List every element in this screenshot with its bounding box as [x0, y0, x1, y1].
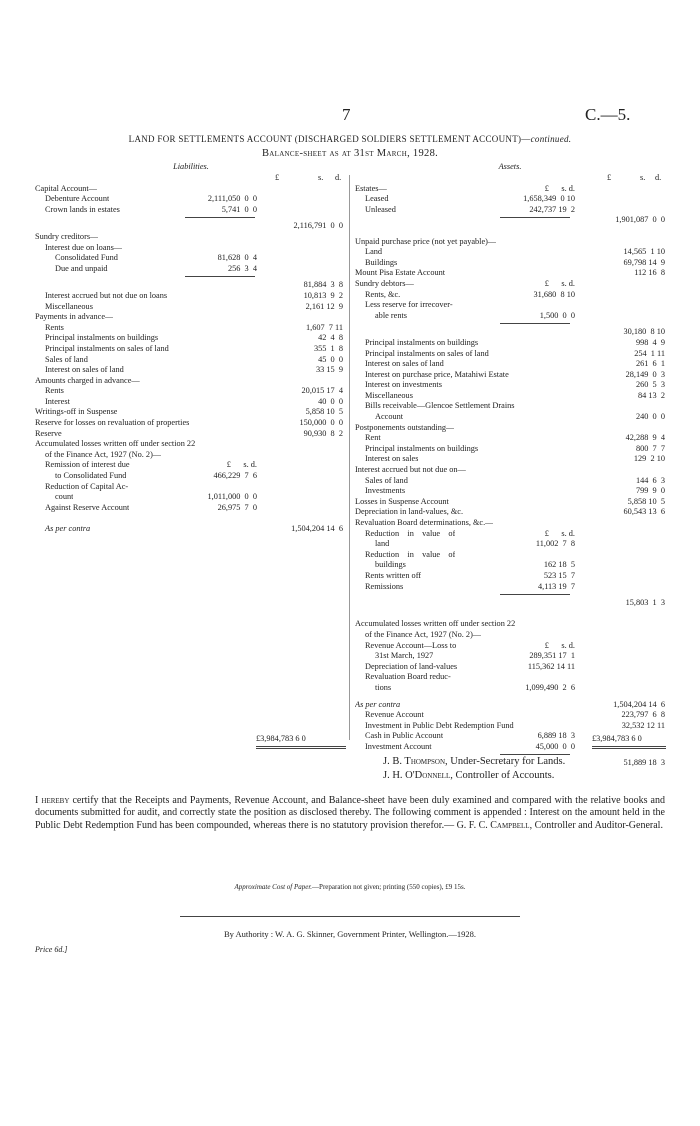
line-label: Reduction in value of: [365, 528, 456, 538]
amount: 112 16 8: [634, 268, 665, 278]
amount: 261 6 1: [635, 359, 665, 369]
line-label: Unpaid purchase price (not yet payable)—: [355, 236, 497, 246]
line-label: land: [375, 539, 390, 549]
ledger-row: [355, 268, 665, 279]
line-label: Miscellaneous: [365, 390, 413, 400]
line-label: Due and unpaid: [55, 263, 108, 273]
amount: 42 4 8: [318, 333, 343, 343]
rule-line: [500, 594, 570, 595]
currency-header: [355, 173, 665, 184]
balance-sheet-subtitle: Balance-sheet as at 31st March, 1928.: [261, 148, 439, 159]
ledger-row: [35, 524, 347, 535]
line-label: Rents: [45, 322, 64, 332]
line-label: As per contra: [355, 699, 401, 709]
line-label: Estates—: [355, 183, 387, 193]
line-label: Revenue Account: [365, 710, 424, 720]
inner-amount: 1,011,000 0 0: [207, 492, 257, 502]
ledger-row: [355, 721, 665, 732]
signatory-name: J. H. O'Donnell: [383, 770, 451, 781]
ledger-row: [35, 365, 347, 376]
line-label: Investments: [365, 486, 406, 496]
ledger-row: [35, 323, 347, 334]
inner-amount: 115,362 14 11: [527, 661, 575, 671]
line-label: Interest due on loans—: [45, 242, 123, 252]
column-divider: [349, 175, 350, 740]
amount: 240 0 0: [635, 412, 665, 422]
line-label: Amounts charged in advance—: [35, 375, 140, 385]
ledger-row: [355, 205, 665, 216]
price-note: Price 6d.]: [35, 945, 68, 954]
line-label: Reserve: [35, 428, 62, 438]
ledger-row: [355, 465, 665, 476]
signature-thompson: [383, 756, 565, 767]
inner-amount: 1,099,490 2 6: [525, 682, 575, 692]
amount: 129 2 10: [633, 454, 665, 464]
ledger-row: [35, 312, 347, 323]
ledger-row: [355, 380, 665, 391]
inner-amount: 2,111,050 0 0: [207, 194, 257, 204]
ledger-row: [35, 513, 347, 524]
rule-line: [500, 217, 570, 218]
line-label: of the Finance Act, 1927 (No. 2)—: [45, 449, 162, 459]
printer-authority: By Authority : W. A. G. Skinner, Government Printer, Wellington.—1928.: [223, 929, 477, 939]
amount: 81,884 3 8: [303, 280, 343, 290]
line-label: Interest on sales of land: [45, 365, 124, 375]
amount: 5,858 10 5: [627, 496, 665, 506]
line-label: Principal instalments on buildings: [365, 443, 479, 453]
ledger-row: [35, 492, 347, 503]
amount: 90,930 8 2: [303, 428, 343, 438]
ledger-row: [355, 683, 665, 694]
inner-amount: 242,737 19 2: [529, 204, 575, 214]
ledger-row: [355, 338, 665, 349]
line-label: Debenture Account: [45, 194, 110, 204]
line-label: Losses in Suspense Account: [355, 496, 449, 506]
line-label: Remissions: [365, 581, 404, 591]
line-label: Interest on sales: [365, 454, 419, 464]
inner-amount: 162 18 5: [543, 560, 575, 570]
ledger-row: [355, 700, 665, 711]
amount: 33 15 9: [316, 365, 343, 375]
ledger-row: [35, 503, 347, 514]
line-label: Sundry debtors—: [355, 278, 414, 288]
ledger-row: [355, 476, 665, 487]
line-label: Mount Pisa Estate Account: [355, 268, 446, 278]
ledger-row: [355, 237, 665, 248]
line-label: Reduction of Capital Ac-: [45, 481, 129, 491]
certificate-tail: , Controller and Auditor-General.: [529, 819, 663, 831]
inner-amount: 289,351 17 1: [529, 651, 575, 661]
line-label: Cash in Public Account: [365, 731, 444, 741]
signatory-title: , Under-Secretary for Lands.: [445, 756, 566, 767]
ledger-row: [355, 609, 665, 620]
amount: 28,149 0 3: [625, 369, 665, 379]
line-label: Accumulated losses written off under section 22: [355, 619, 516, 629]
line-label: Reserve for losses on revaluation of properties: [35, 418, 190, 428]
ledger-row: [355, 619, 665, 630]
ledger-row: [355, 630, 665, 641]
line-label: Accumulated losses written off under section 22: [35, 439, 196, 449]
liabilities-heading: Liabilities.: [173, 162, 209, 171]
line-label: Interest on purchase price, Matahiwi Estate: [365, 369, 509, 379]
certificate-signer: Campbell: [490, 819, 530, 831]
ledger-row: [355, 529, 665, 540]
amount: 20,015 17 4: [301, 386, 343, 396]
amount: 1,504,204 14 6: [613, 699, 665, 709]
line-label: Interest accrued but not due on—: [355, 465, 466, 475]
inner-amount: £ s. d.: [544, 183, 575, 193]
amount: 51,889 18 3: [623, 758, 665, 768]
amount: 14,565 1 10: [623, 247, 665, 257]
line-label: Depreciation in land-values, &c.: [355, 507, 464, 517]
cost-text: —Preparation not given; printing (550 copies), £9 15s.: [312, 883, 466, 891]
amount: 1,607 7 11: [305, 322, 343, 332]
amount: 1,901,087 0 0: [615, 215, 665, 225]
ledger-row: [355, 247, 665, 258]
ledger-row: [35, 221, 347, 232]
inner-amount: 5,741 0 0: [221, 204, 257, 214]
rule-line: [185, 217, 255, 218]
ledger-row: [355, 279, 665, 290]
amount: 42,288 9 4: [625, 433, 665, 443]
line-label: Principal instalments on buildings: [365, 337, 479, 347]
cost-label: Approximate Cost of Paper.: [234, 883, 313, 891]
line-label: Writings-off in Suspense: [35, 407, 118, 417]
line-label: Bills receivable—Glencoe Settlement Drains: [365, 401, 515, 411]
line-label: Payments in advance—: [35, 312, 114, 322]
amount: 10,813 9 2: [303, 290, 343, 300]
inner-amount: 1,500 0 0: [539, 310, 575, 320]
line-label: Interest accrued but not due on loans: [45, 290, 168, 300]
assets-total-rule: [592, 746, 666, 749]
line-label: Rents: [45, 386, 64, 396]
currency-pound-header: £: [607, 173, 612, 182]
currency-header: [35, 173, 347, 184]
page-number: 7: [342, 105, 351, 124]
certificate-body: certify that the Receipts and Payments, Revenue Account, and Balance-sheet have been duly examined and compared with the relative books and documents submitted for audit, and correctly state the position as disclosed thereby. The following comment is appended : Interest on the amount held in the Public Debt Redemption Fund has been compounded, whereas there is no statutory provision therefor.— G. F. C.: [35, 795, 665, 831]
document-title: [0, 134, 700, 144]
ledger-row: [35, 205, 347, 216]
signatory-title: , Controller of Accounts.: [450, 770, 555, 781]
line-label: Sales of land: [45, 354, 88, 364]
inner-amount: 6,889 18 3: [537, 731, 575, 741]
ledger-row: [355, 651, 665, 662]
liabilities-column: [35, 162, 347, 535]
ledger-row: [355, 539, 665, 550]
ledger-row: [355, 497, 665, 508]
ledger-row: [35, 184, 347, 195]
ledger-row: [355, 550, 665, 561]
line-label: Against Reserve Account: [45, 502, 130, 512]
line-label: Remission of interest due: [45, 460, 130, 470]
ledger-row: [355, 507, 665, 518]
inner-amount: 11,002 7 8: [535, 539, 575, 549]
ledger-row: [355, 290, 665, 301]
line-label: Revenue Account—Loss to: [365, 640, 457, 650]
amount: 800 7 7: [635, 443, 665, 453]
footer-divider: [180, 916, 520, 917]
line-label: Leased: [365, 194, 389, 204]
ledger-row: [35, 397, 347, 408]
line-label: Sundry creditors—: [35, 231, 99, 241]
certificate-lead: I hereby: [35, 795, 70, 806]
inner-amount: 466,229 7 6: [213, 471, 257, 481]
ledger-row: [355, 370, 665, 381]
rule-line: [185, 276, 255, 277]
title-main: LAND FOR SETTLEMENTS ACCOUNT (DISCHARGED SOLDIERS SETTLEMENT ACCOUNT)—: [128, 134, 531, 144]
ledger-row: [35, 450, 347, 461]
ledger-row: [355, 486, 665, 497]
ledger-row: [35, 460, 347, 471]
ledger-row: [355, 444, 665, 455]
assets-heading: Assets.: [498, 162, 522, 171]
ledger-row: [355, 412, 665, 423]
amount: 2,161 12 9: [305, 301, 343, 311]
ledger-row: [35, 291, 347, 302]
ledger-row: [35, 264, 347, 275]
line-label: Principal instalments on sales of land: [365, 348, 489, 358]
inner-amount: £ s. d.: [226, 460, 257, 470]
line-label: Land: [365, 247, 383, 257]
ledger-row: [35, 302, 347, 313]
inner-amount: £ s. d.: [544, 528, 575, 538]
line-label: Revaluation Board determinations, &c.—: [355, 518, 494, 527]
ledger-row: [35, 418, 347, 429]
ledger-row: [355, 571, 665, 582]
line-label: Miscellaneous: [45, 301, 93, 311]
currency-shilling-header: s.: [640, 173, 646, 182]
ledger-row: [355, 226, 665, 237]
amount: 223,797 6 8: [621, 710, 665, 720]
ledger-row: [355, 598, 665, 609]
line-label: of the Finance Act, 1927 (No. 2)—: [365, 629, 482, 639]
line-label: to Consolidated Fund: [55, 471, 127, 481]
amount: 40 0 0: [318, 396, 343, 406]
ledger-row: [355, 423, 665, 434]
line-label: count: [55, 492, 74, 502]
inner-amount: £ s. d.: [544, 640, 575, 650]
currency-pence-header: d.: [335, 173, 342, 182]
ledger-row: [355, 710, 665, 721]
ledger-row: [355, 359, 665, 370]
ledger-row: [355, 194, 665, 205]
ledger-row: [35, 407, 347, 418]
ledger-row: [35, 386, 347, 397]
ledger-row: [355, 258, 665, 269]
ledger-row: [35, 471, 347, 482]
amount: 30,180 8 10: [623, 327, 665, 337]
line-label: Revaluation Board reduc-: [365, 672, 451, 682]
ledger-row: [35, 429, 347, 440]
ledger-row: [355, 560, 665, 571]
line-label: Account: [375, 412, 404, 422]
title-continued: continued.: [530, 134, 572, 144]
ledger-row: [35, 344, 347, 355]
ledger-row: [35, 280, 347, 291]
line-label: Interest: [45, 396, 70, 406]
inner-amount: 26,975 7 0: [217, 502, 257, 512]
line-label: As per contra: [45, 524, 91, 533]
line-label: Crown lands in estates: [45, 204, 120, 214]
amount: 1,504,204 14 6: [291, 524, 343, 533]
line-label: Reduction in value of: [365, 549, 456, 559]
ledger-row: [355, 662, 665, 673]
line-label: Investment Account: [365, 741, 432, 751]
line-label: Rents written off: [365, 570, 422, 580]
line-label: 31st March, 1927: [375, 651, 434, 661]
ledger-row: [355, 582, 665, 593]
ledger-row: [35, 355, 347, 366]
amount: 84 13 2: [638, 390, 665, 400]
ledger-row: [355, 300, 665, 311]
inner-amount: 523 15 7: [543, 570, 575, 580]
ledger-row: [355, 641, 665, 652]
line-label: Interest on investments: [365, 380, 442, 390]
amount: 69,798 14 9: [623, 257, 665, 267]
line-label: Rent: [365, 433, 381, 443]
ledger-row: [35, 243, 347, 254]
line-label: Consolidated Fund: [55, 253, 118, 263]
ledger-row: [355, 401, 665, 412]
ledger-row: [355, 184, 665, 195]
line-label: Depreciation of land-values: [365, 661, 458, 671]
amount: 144 6 3: [635, 475, 665, 485]
amount: 799 9 0: [635, 486, 665, 496]
amount: 60,543 13 6: [623, 507, 665, 517]
amount: 260 5 3: [635, 380, 665, 390]
amount: 32,532 12 11: [621, 720, 665, 730]
amount: 5,858 10 5: [305, 407, 343, 417]
line-label: Principal instalments on sales of land: [45, 343, 169, 353]
inner-amount: 4,113 19 7: [537, 581, 575, 591]
amount: 2,116,791 0 0: [293, 221, 343, 231]
inner-amount: 256 3 4: [227, 263, 257, 273]
ledger-row: [35, 232, 347, 243]
ledger-row: [35, 482, 347, 493]
amount: 998 4 9: [635, 337, 665, 347]
ledger-row: [355, 454, 665, 465]
inner-amount: £ s. d.: [544, 278, 575, 288]
ledger-row: [35, 333, 347, 344]
line-label: Interest on sales of land: [365, 359, 444, 369]
currency-shilling-header: s.: [318, 173, 324, 182]
page-reference: C.—5.: [585, 105, 631, 124]
inner-amount: 31,680 8 10: [533, 289, 575, 299]
line-label: Less reserve for irrecover-: [365, 300, 453, 310]
inner-amount: 45,000 0 0: [535, 741, 575, 751]
signatory-name: J. B. Thompson: [383, 756, 446, 767]
line-label: Sales of land: [365, 475, 408, 485]
rule-line: [500, 323, 570, 324]
liabilities-total: £3,984,783 6 0: [256, 734, 306, 743]
line-label: Investment in Public Debt Redemption Fund: [365, 720, 514, 730]
subtotal-rule: [355, 215, 665, 226]
amount: 15,803 1 3: [625, 598, 665, 608]
line-label: Buildings: [365, 257, 398, 267]
ledger-row: [355, 311, 665, 322]
ledger-row: [35, 253, 347, 264]
amount: 45 0 0: [318, 354, 343, 364]
ledger-row: [355, 327, 665, 338]
line-label: able rents: [375, 310, 408, 320]
ledger-row: [355, 391, 665, 402]
inner-amount: 81,628 0 4: [217, 253, 257, 263]
signature-odonnell: [383, 770, 554, 781]
ledger-row: [355, 518, 665, 529]
inner-amount: 1,658,349 0 10: [523, 194, 575, 204]
line-label: Capital Account—: [35, 183, 97, 193]
assets-column: [355, 162, 665, 769]
line-label: tions: [375, 682, 392, 692]
line-label: Principal instalments on buildings: [45, 333, 159, 343]
line-label: buildings: [375, 560, 406, 570]
ledger-row: [355, 433, 665, 444]
audit-certificate: [35, 795, 665, 832]
ledger-row: [35, 376, 347, 387]
amount: 254 1 11: [634, 348, 665, 358]
assets-rows: [355, 173, 665, 769]
amount: 150,000 0 0: [299, 418, 343, 428]
ledger-row: [35, 194, 347, 205]
cost-of-paper: [0, 883, 700, 891]
liabilities-total-rule: [256, 746, 346, 749]
ledger-row: [355, 672, 665, 683]
line-label: Unleased: [365, 204, 396, 214]
assets-total: £3,984,783 6 0: [592, 734, 642, 743]
currency-pence-header: d.: [655, 173, 662, 182]
line-label: Rents, &c.: [365, 289, 401, 299]
liabilities-rows: [35, 173, 347, 535]
ledger-row: [35, 439, 347, 450]
amount: 355 1 8: [313, 343, 343, 353]
currency-pound-header: £: [275, 173, 280, 182]
ledger-row: [355, 349, 665, 360]
line-label: Postponements outstanding—: [355, 422, 455, 432]
